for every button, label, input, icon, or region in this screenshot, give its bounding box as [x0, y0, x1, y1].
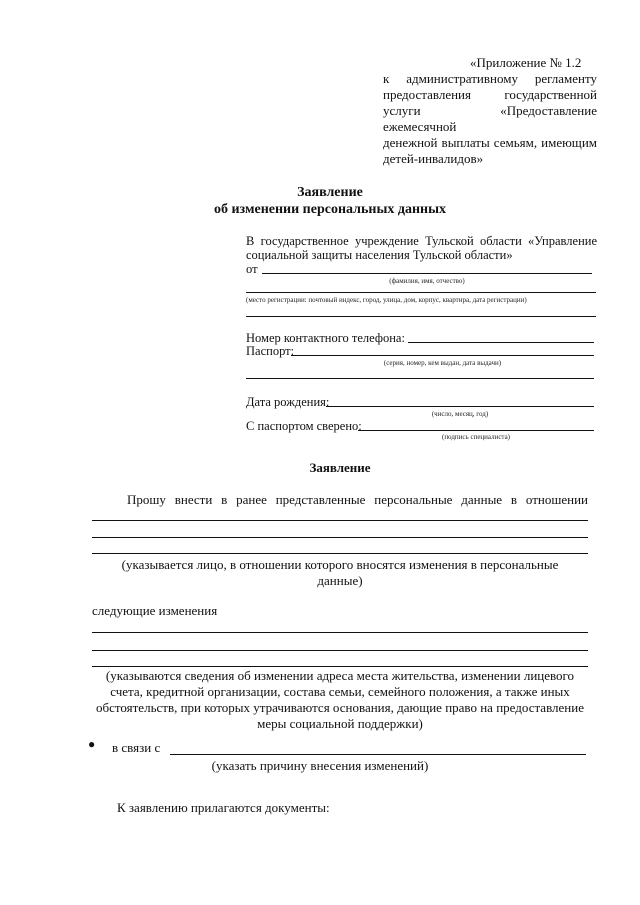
- fio-field-line[interactable]: [262, 273, 592, 274]
- changes-hint-line: (указываются сведения об изменении адреса места жительства, изменении лицевого: [105, 668, 575, 683]
- addressee-line-1: В государственное учреждение Тульской области «Управление: [246, 234, 597, 248]
- appendix-reference: [383, 71, 597, 167]
- changes-hint-line: счета, кредитной организации, состава семьи, семейного положения, а также иных: [110, 684, 570, 699]
- passport-label: Паспорт:: [246, 344, 295, 358]
- reason-hint: (указать причину внесения изменений): [211, 758, 429, 773]
- person-field-line-3[interactable]: [92, 553, 588, 554]
- birth-label: Дата рождения:: [246, 395, 330, 409]
- title-line-1: Заявление: [297, 185, 363, 200]
- person-hint-line: данные): [317, 573, 363, 588]
- body-heading: Заявление: [309, 460, 371, 475]
- appendix-title: «Приложение № 1.2: [470, 55, 582, 70]
- verified-hint: (подпись специалиста): [441, 433, 511, 441]
- appendix-line: к административному регламенту: [383, 71, 597, 86]
- passport-field-line-2[interactable]: [246, 378, 594, 379]
- appendix-line: денежной выплаты семьям, имеющим: [383, 135, 597, 150]
- request-text: Прошу внести в ранее представленные персональные данные в отношении: [127, 492, 588, 507]
- changes-field-line-1[interactable]: [92, 632, 588, 633]
- registration-hint: (место регистрации: почтовый индекс, город, улица, дом, корпус, квартира, дата регистрации): [246, 296, 527, 304]
- appendix-line: предоставления государственной: [383, 87, 597, 102]
- document-title: [170, 184, 490, 218]
- phone-field-line[interactable]: [408, 342, 594, 343]
- person-field-line-2[interactable]: [92, 537, 588, 538]
- person-hint-line: (указывается лицо, в отношении которого вносятся изменения в персональные: [121, 557, 559, 572]
- changes-field-line-2[interactable]: [92, 650, 588, 651]
- from-label: от: [246, 262, 258, 276]
- changes-field-line-3[interactable]: [92, 666, 588, 667]
- birth-hint: (число, месяц, год): [431, 410, 489, 418]
- title-line-2: об изменении персональных данных: [213, 202, 447, 217]
- changes-hint-line: меры социальной поддержки): [257, 716, 423, 731]
- verified-label: С паспортом сверено:: [246, 419, 362, 433]
- bullet-icon: ●: [88, 737, 96, 751]
- registration-field-line[interactable]: [246, 292, 596, 293]
- registration-field-line-2[interactable]: [246, 316, 596, 317]
- changes-label: следующие изменения: [92, 603, 218, 618]
- addressee-line-2: социальной защиты населения Тульской области»: [246, 248, 513, 262]
- changes-hint-line: обстоятельств, при которых утрачиваются основания, дающие право на предоставление: [96, 700, 584, 715]
- changes-hint: [88, 668, 592, 732]
- phone-label: Номер контактного телефона:: [246, 331, 405, 345]
- reason-field-line[interactable]: [170, 754, 586, 755]
- appendix-line: услуги «Предоставление ежемесячной: [383, 103, 597, 134]
- person-field-line-1[interactable]: [92, 520, 588, 521]
- fio-hint: (фамилия, имя, отчество): [389, 277, 465, 285]
- reason-label: в связи с: [112, 740, 161, 755]
- verified-signature-line[interactable]: [358, 430, 594, 431]
- passport-hint: (серия, номер, кем выдан, дата выдачи): [383, 359, 502, 367]
- attachments-label: К заявлению прилагаются документы:: [117, 800, 330, 815]
- passport-field-line[interactable]: [291, 355, 594, 356]
- appendix-line-last: детей-инвалидов»: [383, 151, 484, 166]
- person-hint: [92, 557, 588, 589]
- birth-field-line[interactable]: [326, 406, 594, 407]
